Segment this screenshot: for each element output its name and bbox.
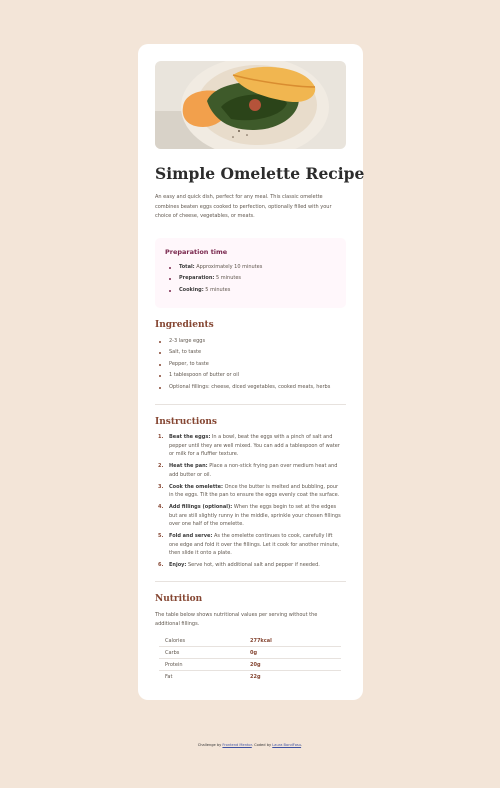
step-text [169,532,346,558]
attribution-prefix: Challenge by [197,743,223,747]
pepper-speck [232,136,234,138]
section-divider [155,404,346,405]
step-label: Cook the omelette: [169,483,223,490]
preparation-list [165,262,336,297]
step-number: 4. [158,503,164,510]
step-number: 2. [158,463,164,470]
prep-value: 5 minutes [203,286,231,293]
preparation-item [165,273,336,285]
pepper-speck [246,134,248,136]
frontend-mentor-link[interactable]: Frontend Mentor [222,743,252,747]
nutrition-section [155,594,346,683]
nutrient-name: Carbs [159,647,250,659]
recipe-card [138,44,363,700]
nutrient-name: Protein [159,659,250,671]
instruction-step [155,561,346,570]
instruction-step [155,462,346,479]
instructions-heading: Instructions [155,417,217,427]
omelette-image [155,61,346,149]
preparation-time-box [155,238,346,308]
ingredient-item: Pepper, to taste [155,359,346,371]
step-number: 5. [158,533,164,540]
preparation-item [165,285,336,297]
nutrient-name: Fat [165,674,173,681]
prep-value: 5 minutes [214,275,242,281]
step-body: In a bowl, beat the eggs with a pinch of salt and pepper until they are well mixed. You can add a tablespoon of water or milk for a fluffier texture. [169,434,340,458]
step-body: Serve hot, with additional salt and pepper if needed. [186,562,320,569]
step-text [169,503,346,529]
step-body: Place a non-stick frying pan over medium heat and add butter or oil. [169,463,338,478]
instruction-step [155,433,346,459]
nutrition-heading: Nutrition [155,593,203,604]
attribution-footer [0,743,500,747]
ingredient-item: Optional fillings: cheese, diced vegetables, cooked meats, herbs [155,382,346,394]
prep-label: Cooking: [179,286,204,293]
attribution-middle: . Coded by [251,743,273,747]
step-label: Beat the eggs: [169,434,211,440]
table-row [159,647,341,659]
ingredients-list [155,336,346,394]
instruction-step [155,483,346,500]
preparation-item [165,262,336,274]
ingredient-item: Salt, to taste [155,347,346,359]
prep-value: Approximately 10 minutes [194,263,263,270]
attribution-suffix: . [301,743,303,747]
nutrient-value: 20g [250,659,341,671]
step-text [169,561,346,570]
step-text [169,433,346,459]
instruction-step [155,532,346,558]
ingredient-item: 1 tablespoon of butter or oil [155,370,346,382]
author-link[interactable]: Laura BondFosu [272,743,302,747]
step-number: 3. [158,483,164,490]
table-row [159,659,341,671]
step-number: 1. [158,434,164,440]
nutrition-intro: The table below shows nutritional values per serving without the additional fillings. [155,611,318,628]
ingredients-heading: Ingredients [155,319,214,330]
ingredients-section [155,320,346,394]
nutrient-value: 0g [250,647,341,659]
nutrient-name: Calories [159,635,250,647]
step-text [169,462,346,479]
instructions-section [155,417,346,570]
step-label: Enjoy: [169,562,187,569]
step-body: Once the butter is melted and bubbling, pour in the eggs. Tilt the pan to ensure the eggs evenly coat the surface. [169,483,340,499]
instruction-step [155,503,346,529]
step-number: 6. [158,562,164,569]
nutrient-value: 277kcal [250,635,341,647]
table-row [159,671,341,683]
preparation-heading: Preparation time [165,247,228,256]
nutrition-table [159,635,341,683]
prep-label: Total: [179,263,195,270]
step-label: Add fillings (optional): [169,503,233,510]
tomato-piece [249,99,261,111]
step-text [169,483,346,500]
pepper-speck [238,130,240,132]
ingredient-item: 2-3 large eggs [155,336,346,348]
step-label: Fold and serve: [169,533,213,540]
table-row [159,635,341,647]
step-body: As the omelette continues to cook, carefully lift one edge and fold it over the fillings. Let it cook for another minute, then slide it onto a plate. [169,533,340,557]
instructions-list [155,433,346,570]
step-body: When the eggs begin to set at the edges but are still slightly runny in the middle, sprinkle your chosen fillings over one half of the omelette. [169,503,341,528]
prep-label: Preparation: [179,275,215,281]
step-label: Heat the pan: [169,463,208,470]
recipe-title: Simple Omelette Recipe [155,164,365,183]
section-divider [155,581,346,582]
recipe-intro: An easy and quick dish, perfect for any meal. This classic omelette combines beaten eggs cooked to perfection, optionally filled with your choice of cheese, vegetables, or meats. [155,194,332,219]
nutrient-value: 22g [250,674,261,681]
